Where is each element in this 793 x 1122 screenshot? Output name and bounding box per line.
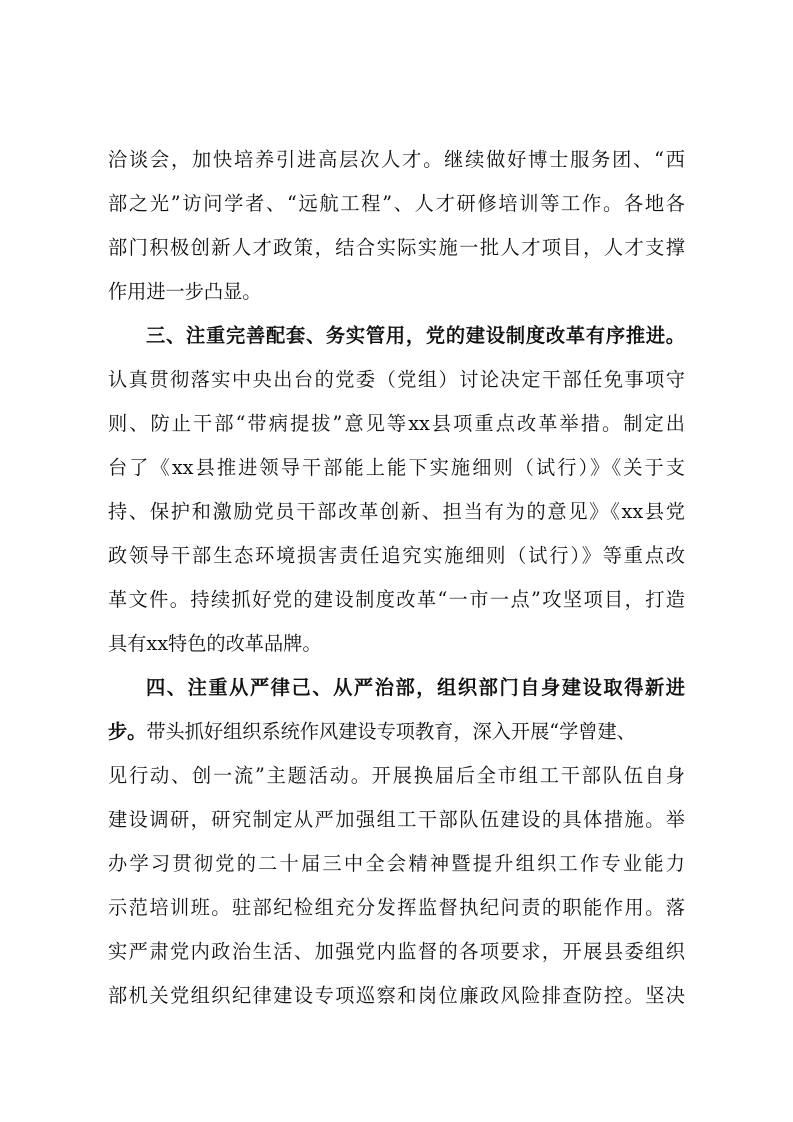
text-line: 洽谈会，加快培养引进高层次人才。继续做好博士服务团、“西 xyxy=(108,148,685,171)
text-line: 革文件。持续抓好党的建设制度改革“一市一点”攻坚项目，打造 xyxy=(108,588,685,611)
text-line: 部之光”访问学者、“远航工程”、人才研修培训等工作。各地各 xyxy=(108,192,685,215)
text-line: 部门积极创新人才政策，结合实际实施一批人才项目，人才支撑 xyxy=(108,236,685,259)
text-line: 实严肃党内政治生活、加强党内监督的各项要求，开展县委组织 xyxy=(108,940,685,963)
section-heading-4-continuation: 步。 xyxy=(108,720,147,743)
text-line: 建设调研，研究制定从严加强组工干部队伍建设的具体措施。举 xyxy=(108,808,685,831)
text-line: 台了《xx县推进领导干部能上能下实施细则（试行）》《关于支 xyxy=(108,456,685,479)
text-line: 部机关党组织纪律建设专项巡察和岗位廉政风险排查防控。坚决 xyxy=(108,984,685,1007)
text-line: 持、保护和激励党员干部改革创新、担当有为的意见》《xx县党 xyxy=(108,500,685,523)
text-line xyxy=(108,712,685,752)
text-line: 政领导干部生态环境损害责任追究实施细则（试行）》等重点改 xyxy=(108,544,685,567)
text-line: 见行动、创一流”主题活动。开展换届后全市组工干部队伍自身 xyxy=(108,764,685,787)
text-line: 则、防止干部“带病提拔”意见等xx县项重点改革举措。制定出 xyxy=(108,412,685,435)
text-span: 带头抓好组织系统作风建设专项教育，深入开展“学曾建、 xyxy=(146,720,636,743)
section-heading-3: 三、注重完善配套、务实管用，党的建设制度改革有序推进。 xyxy=(146,324,685,347)
text-line: 作用进一步凸显。 xyxy=(108,280,262,303)
section-heading-4: 四、注重从严律己、从严治部，组织部门自身建设取得新进 xyxy=(146,676,685,699)
text-line: 认真贯彻落实中央出台的党委（党组）讨论决定干部任免事项守 xyxy=(108,368,685,391)
text-line: 具有xx特色的改革品牌。 xyxy=(108,632,322,655)
text-line: 办学习贯彻党的二十届三中全会精神暨提升组织工作专业能力 xyxy=(108,852,685,875)
text-line: 示范培训班。驻部纪检组充分发挥监督执纪问责的职能作用。落 xyxy=(108,896,685,919)
